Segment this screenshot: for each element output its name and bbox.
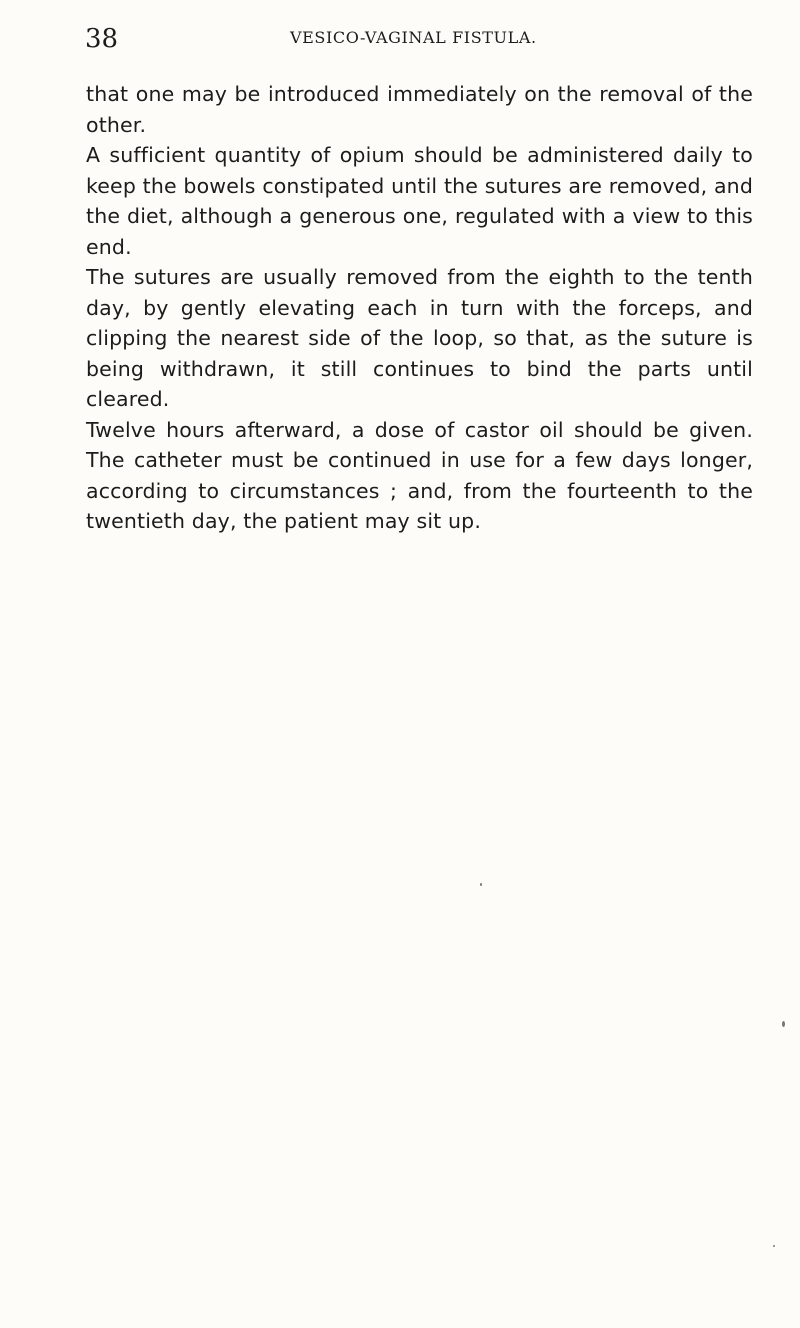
paragraph: The sutures are usually removed from the eighth to the tenth day, by gently elevating each in turn with the forceps, and clipping the nearest side of the loop, so that, as the suture is being withdrawn, it still continues to bind the parts until cleared. [86, 265, 753, 411]
ink-speck [480, 883, 482, 886]
page-number: 38 [85, 24, 119, 54]
paragraph: Twelve hours afterward, a dose of castor oil should be given. The catheter must be continued in use for a few days longer, according to circumstances ; and, from the fourteenth to the twentieth day, the patient may sit up. [86, 417, 753, 533]
paragraph: A sufficient quantity of opium should be administered daily to keep the bowels constipated until the sutures are removed, and the diet, although a generous one, regulated with a view to this end. [86, 143, 753, 259]
running-head: VESICO-VAGINAL FISTULA. [290, 28, 537, 47]
ink-speck [782, 1021, 785, 1027]
body-text [86, 79, 753, 537]
paragraph: that one may be introduced immediately on the removal of the other. [86, 82, 753, 137]
ink-speck [773, 1245, 775, 1247]
